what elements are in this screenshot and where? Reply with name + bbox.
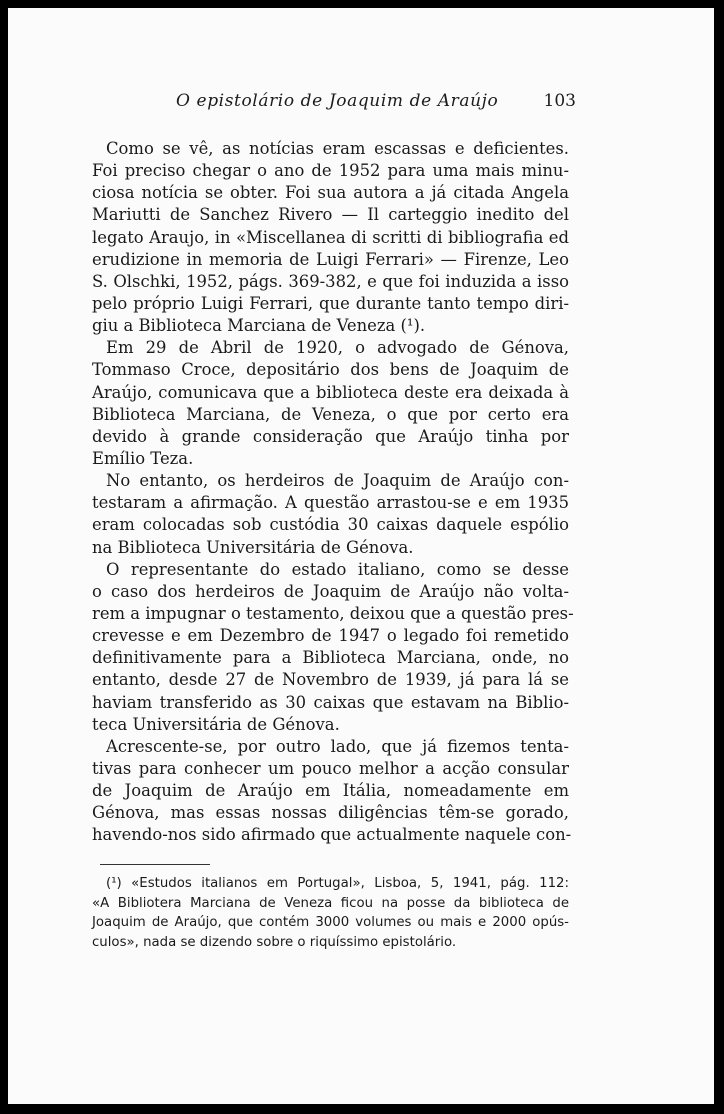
footnote-line: «A Bibliotera Marciana de Veneza ficou na posse da biblioteca de (92, 895, 569, 911)
text-line: Mariutti de Sanchez Rivero — Il carteggio inedito del (92, 205, 569, 225)
text-line: giu a Biblioteca Marciana de Veneza (¹). (92, 316, 426, 336)
text-line: No entanto, os herdeiros de Joaquim de Araújo con- (106, 471, 569, 491)
text-line: crevesse e em Dezembro de 1947 o legado foi remetido (92, 626, 569, 646)
text-line: Em 29 de Abril de 1920, o advogado de Génova, (106, 338, 569, 358)
text-line: pelo próprio Luigi Ferrari, que durante tanto tempo diri- (92, 293, 569, 313)
body-text (92, 138, 574, 847)
text-line: entanto, desde 27 de Novembro de 1939, já para lá se (92, 670, 569, 690)
text-line: Emílio Teza. (92, 448, 194, 468)
text-line: O representante do estado italiano, como se desse (106, 559, 569, 579)
page-number: 103 (543, 91, 576, 111)
text-line: eram colocadas sob custódia 30 caixas daquele espólio (92, 515, 569, 535)
text-line: Biblioteca Marciana, de Veneza, o que por certo era (92, 404, 569, 424)
footnote-line: culos», nada se dizendo sobre o riquíssimo epistolário. (92, 934, 457, 950)
text-line: ciosa notícia se obter. Foi sua autora a já citada Angela (92, 183, 569, 203)
text-line: Como se vê, as notícias eram escassas e deficientes. (106, 139, 569, 158)
text-line: Araújo, comunicava que a biblioteca deste era deixada à (92, 382, 569, 402)
text-line: devido à grande consideração que Araújo tinha por (92, 426, 569, 446)
text-line: de Joaquim de Araújo em Itália, nomeadamente em (92, 781, 569, 801)
text-line: Foi preciso chegar o ano de 1952 para uma mais minu- (92, 161, 569, 181)
text-line: o caso dos herdeiros de Joaquim de Araújo não volta- (92, 581, 569, 601)
running-title: O epistolário de Joaquim de Araújo (176, 91, 499, 111)
footnote-divider (100, 864, 210, 865)
book-page (8, 8, 714, 1104)
text-line: S. Olschki, 1952, págs. 369-382, e que foi induzida a isso (92, 271, 569, 291)
text-line: tivas para conhecer um pouco melhor a acção consular (92, 758, 569, 778)
page-header (92, 91, 576, 121)
footnote-line: Joaquim de Araújo, que contém 3000 volumes ou mais e 2000 opús- (92, 915, 569, 931)
text-line: Acrescente-se, por outro lado, que já fizemos tenta- (106, 736, 569, 756)
text-line: rem a impugnar o testamento, deixou que a questão pres- (92, 603, 574, 623)
text-line: na Biblioteca Universitária de Génova. (92, 537, 414, 557)
text-line: testaram a afirmação. A questão arrastou-se e em 1935 (92, 493, 569, 513)
footnote-line: (¹) «Estudos italianos em Portugal», Lisboa, 5, 1941, pág. 112: (106, 876, 569, 891)
text-line: teca Universitária de Génova. (92, 714, 340, 734)
text-line: erudizione in memoria de Luigi Ferrari» — Firenze, Leo (92, 249, 569, 269)
text-line: havendo-nos sido afirmado que actualmente naquele con- (92, 825, 572, 845)
text-line: definitivamente para a Biblioteca Marciana, onde, no (92, 648, 569, 668)
text-line: Génova, mas essas nossas diligências têm-se gorado, (92, 803, 569, 823)
footnote (92, 874, 569, 952)
text-line: Tommaso Croce, depositário dos bens de Joaquim de (92, 360, 569, 380)
text-line: legato Araujo, in «Miscellanea di scritti di bibliografia ed (92, 227, 569, 247)
text-line: haviam transferido as 30 caixas que estavam na Biblio- (92, 692, 569, 712)
